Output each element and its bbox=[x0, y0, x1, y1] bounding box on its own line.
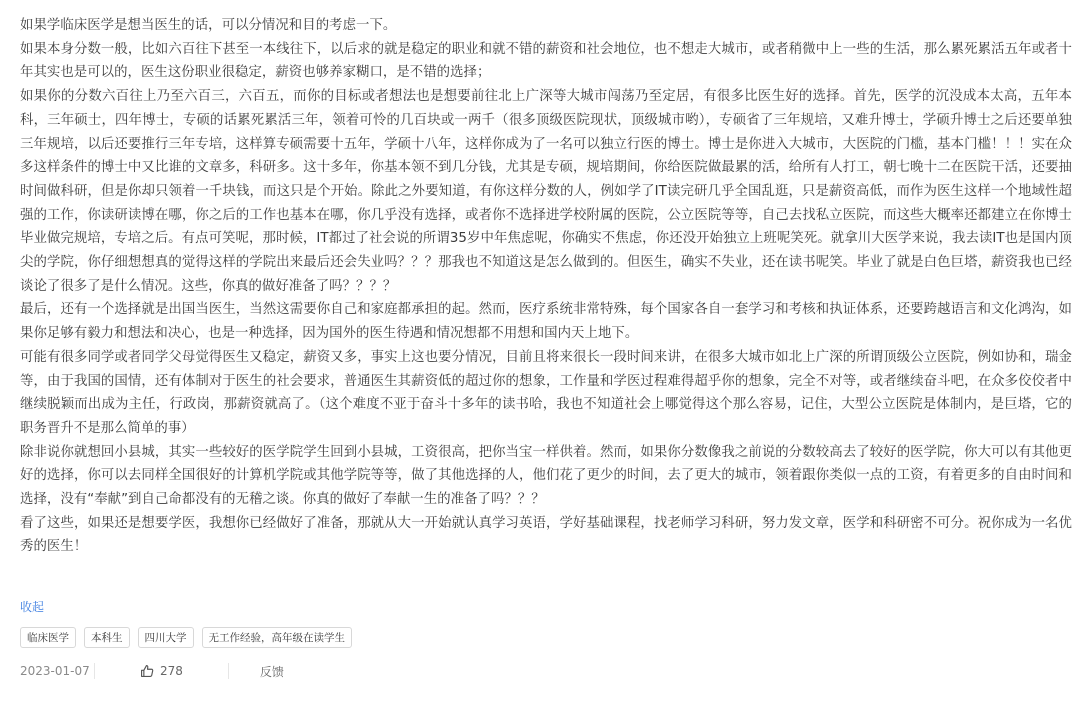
answer-paragraph: 如果你的分数六百往上乃至六百三，六百五，而你的目标或者想法也是想要前往北上广深等大城市闯荡乃至定居，有很多比医生好的选择。首先，医学的沉没成本太高，五年本科，三年硕士，四年博士，专硕的话累死累活三年，领着可怜的几百块或一两千（很多顶级医院现状，顶级城市哟），专硕省了三年规培，又难升博士，学硕升博士之后还要单独三年规培，以后还要推行三年专培，这样算专硕需要十五年，学硕十八年，这样你成为了一名可以独立行医的博士。博士是你进入大城市，大医院的门槛，基本门槛！！！实在众多这样条件的博士中又比谁的文章多，科研多。这十多年，你基本领不到几分钱，尤其是专硕，规培期间，你给医院做最累的活，给所有人打工，朝七晚十二在医院干活，还要抽时间做科研，但是你却只领着一千块钱，而这只是个开始。除此之外要知道，有你这样分数的人，例如学了IT读完研几乎全国乱逛，只是薪资高低，而作为医生这样一个地域性超强的工作，你读研读博在哪，你之后的工作也基本在哪，你几乎没有选择，或者你不选择进学校附属的医院，公立医院等等，自己去找私立医院，而这些大概率还都建立在你博士毕业做完规培，专培之后。有点可笑呢，那时候，IT都过了社会说的所谓35岁中年焦虑呢，你确实不焦虑，你还没开始独立上班呢笑死。就拿川大医学来说，我去读IT也是国内顶尖的学院，你仔细想想真的觉得这样的学院出来最后还会失业吗？？？那我也不知道这是怎么做到的。但医生，确实不失业，还在读书呢笑。毕业了就是白色巨塔，薪资我也已经谈论了很多了是什么情况。这些，你真的做好准备了吗？？？？ bbox=[20, 89, 1072, 294]
tag-major[interactable]: 临床医学 bbox=[20, 627, 76, 648]
post-date: 2023-01-07 bbox=[20, 664, 90, 678]
divider bbox=[228, 663, 229, 679]
like-button[interactable] bbox=[140, 664, 183, 678]
tag-degree[interactable]: 本科生 bbox=[84, 627, 130, 648]
answer-paragraph: 如果学临床医学是想当医生的话，可以分情况和目的考虑一下。 bbox=[20, 18, 397, 33]
answer-body bbox=[20, 14, 1072, 559]
tag-school[interactable]: 四川大学 bbox=[138, 627, 194, 648]
tag-experience[interactable]: 无工作经验，高年级在读学生 bbox=[202, 627, 353, 648]
answer-paragraph: 可能有很多同学或者同学父母觉得医生又稳定，薪资又多，事实上这也要分情况，目前且将来很长一段时间来讲，在很多大城市如北上广深的所谓顶级公立医院，例如协和，瑞金等，由于我国的国情，还有体制对于医生的社会要求，普通医生其薪资低的超过你的想象，工作量和学医过程难得超乎你的想象，完全不对等，或者继续奋斗吧，在众多佼佼者中继续脱颖而出成为主任，行政岗，那薪资就高了。（这个难度不亚于奋斗十多年的读书哈，我也不知道社会上哪觉得这个那么容易，记住，大型公立医院是体制内，是巨塔，它的职务晋升不是那么简单的事） bbox=[20, 349, 1072, 436]
answer-meta bbox=[20, 660, 284, 682]
tag-list bbox=[20, 627, 352, 648]
answer-paragraph: 如果本身分数一般，比如六百往下甚至一本线往下，以后求的就是稳定的职业和就不错的薪资和社会地位，也不想走大城市，或者稍微中上一些的生活，那么累死累活五年或者十年其实也是可以的，医生这份职业很稳定，薪资也够养家糊口，是不错的选择； bbox=[20, 41, 1072, 81]
feedback-button[interactable]: 反馈 bbox=[259, 664, 284, 679]
collapse-link[interactable]: 收起 bbox=[20, 600, 45, 614]
answer-paragraph: 看了这些，如果还是想要学医，我想你已经做好了准备，那就从大一开始就认真学习英语，学好基础课程，找老师学习科研，努力发文章，医学和科研密不可分。祝你成为一名优秀的医生！ bbox=[20, 515, 1072, 555]
like-count: 278 bbox=[160, 664, 183, 678]
answer-paragraph: 除非说你就想回小县城，其实一些较好的医学院学生回到小县城，工资很高，把你当宝一样供着。然而，如果你分数像我之前说的分数较高去了较好的医学院，你大可以有其他更好的选择，你可以去同样全国很好的计算机学院或其他学院等等，做了其他选择的人，他们花了更少的时间，去了更大的城市，领着跟你类似一点的工资，有着更多的自由时间和选择，没有“奉献”到自己命都没有的无稽之谈。你真的做好了奉献一生的准备了吗？？？ bbox=[20, 444, 1072, 508]
thumbs-up-icon bbox=[140, 664, 154, 678]
divider bbox=[94, 663, 95, 679]
answer-paragraph: 最后，还有一个选择就是出国当医生，当然这需要你自己和家庭都承担的起。然而，医疗系统非常特殊，每个国家各自一套学习和考核和执证体系，还要跨越语言和文化鸿沟，如果你足够有毅力和想法和决心，也是一种选择，因为国外的医生待遇和情况想都不用想和国内天上地下。 bbox=[20, 302, 1072, 342]
